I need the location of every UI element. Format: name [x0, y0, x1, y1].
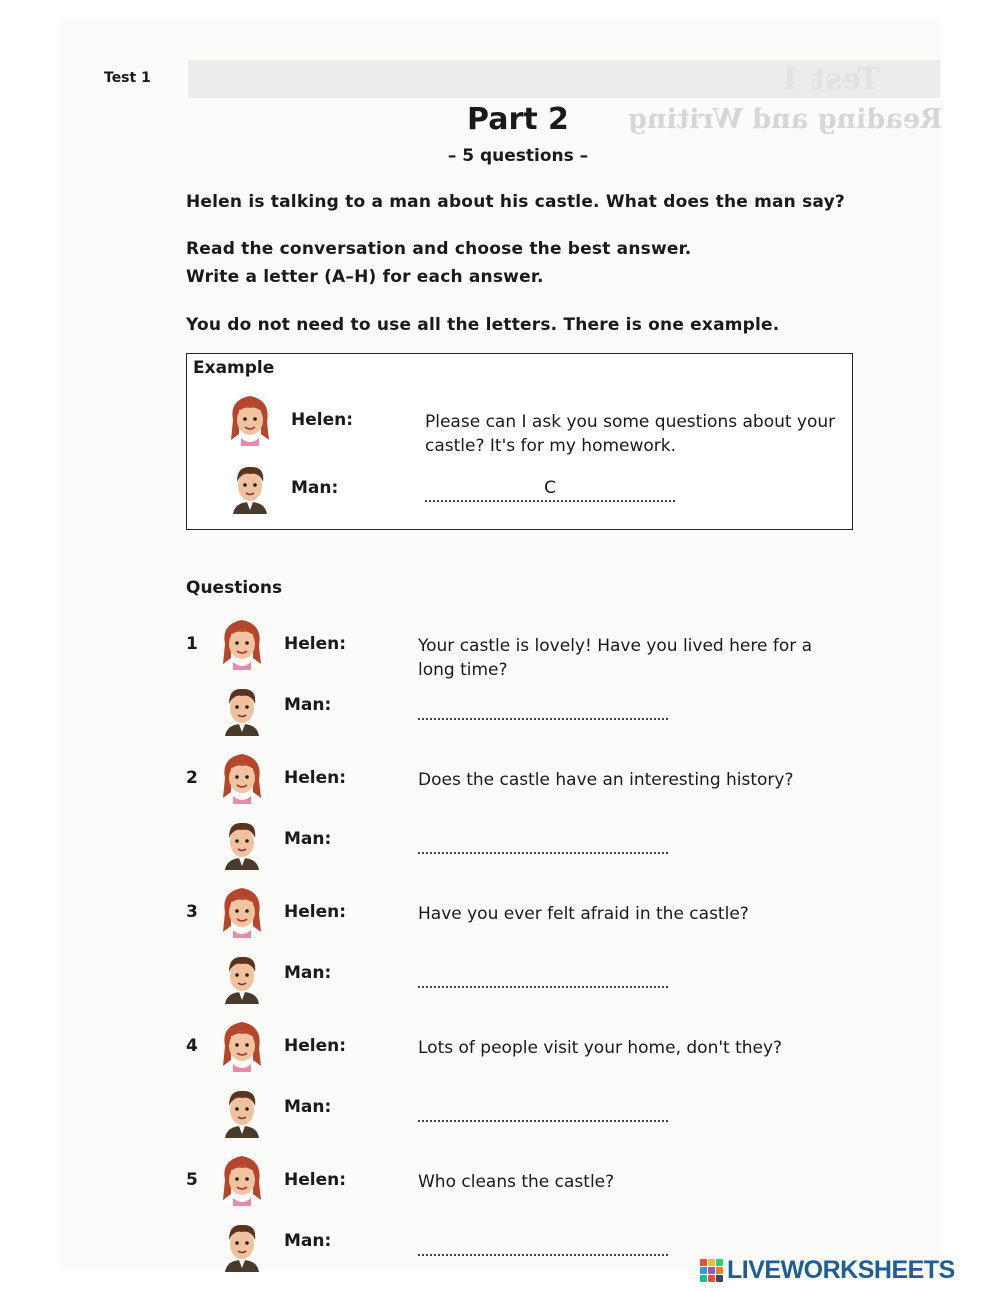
question-helen-label: Helen: — [284, 902, 347, 922]
example-answer: C — [544, 478, 556, 498]
man-face-icon — [217, 814, 267, 870]
example-man-label: Man: — [291, 478, 339, 498]
page-title: Part 2 — [467, 102, 569, 137]
questions-heading: Questions — [186, 578, 283, 598]
question-man-label: Man: — [284, 695, 332, 715]
man-face-icon — [225, 458, 275, 514]
instruction-line-3: Write a letter (A–H) for each answer. — [186, 267, 544, 287]
test-label: Test 1 — [104, 70, 151, 86]
question-number: 4 — [186, 1036, 198, 1056]
man-face-icon — [217, 948, 267, 1004]
question-helen-label: Helen: — [284, 1036, 347, 1056]
question-helen-label: Helen: — [284, 634, 347, 654]
answer-input-line[interactable] — [418, 834, 668, 854]
instruction-line-2: Read the conversation and choose the best answer. — [186, 239, 692, 259]
man-face-icon — [217, 1216, 267, 1272]
page-subtitle: – 5 questions – — [447, 146, 589, 166]
question-number: 3 — [186, 902, 198, 922]
man-face-icon — [217, 680, 267, 736]
instruction-line-1: Helen is talking to a man about his castle. What does the man say? — [186, 192, 845, 212]
question-number: 5 — [186, 1170, 198, 1190]
question-man-label: Man: — [284, 829, 332, 849]
example-heading: Example — [193, 358, 275, 378]
question-number: 2 — [186, 768, 198, 788]
example-box — [186, 353, 853, 530]
question-helen-label: Helen: — [284, 768, 347, 788]
answer-input-line[interactable] — [418, 968, 668, 988]
helen-face-icon — [217, 1150, 267, 1206]
helen-face-icon — [217, 748, 267, 804]
helen-face-icon — [217, 882, 267, 938]
question-man-label: Man: — [284, 963, 332, 983]
logo-mark-icon — [700, 1259, 723, 1282]
question-man-label: Man: — [284, 1097, 332, 1117]
example-helen-label: Helen: — [291, 410, 354, 430]
bleed-through-title: Test 1 — [780, 62, 881, 97]
question-helen-text: Lots of people visit your home, don't they? — [418, 1038, 783, 1058]
helen-face-icon — [217, 1016, 267, 1072]
question-helen-text: Does the castle have an interesting history? — [418, 770, 794, 790]
helen-face-icon — [217, 614, 267, 670]
question-man-label: Man: — [284, 1231, 332, 1251]
answer-input-line[interactable] — [418, 1102, 668, 1122]
helen-face-icon — [225, 390, 275, 446]
question-number: 1 — [186, 634, 198, 654]
question-helen-text: Have you ever felt afraid in the castle? — [418, 904, 749, 924]
bleed-through-section: Reading and Writing — [628, 104, 943, 135]
answer-input-line[interactable] — [418, 700, 668, 720]
logo-text: LIVEWORKSHEETS — [727, 1256, 955, 1284]
liveworksheets-logo — [700, 1256, 955, 1285]
question-helen-text: Who cleans the castle? — [418, 1172, 615, 1192]
answer-input-line[interactable] — [418, 1236, 668, 1256]
instruction-line-4: You do not need to use all the letters. There is one example. — [186, 315, 780, 335]
question-helen-text: Your castle is lovely! Have you lived here for a long time? — [418, 636, 813, 680]
example-helen-text: Please can I ask you some questions about your castle? It's for my homework. — [425, 412, 836, 456]
question-helen-label: Helen: — [284, 1170, 347, 1190]
man-face-icon — [217, 1082, 267, 1138]
